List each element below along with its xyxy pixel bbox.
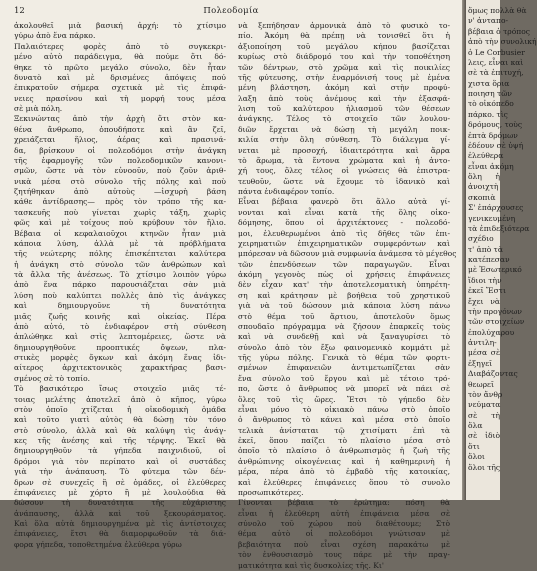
text-line: χιστα ὅρια — [468, 78, 510, 88]
text-line: τῶν στοιχείων — [468, 317, 525, 327]
text-line: ματικότητα καὶ τὶς δυσκολίες τῆς. Κι' — [238, 560, 384, 570]
text-line: ὁ Le Corbusier — [468, 47, 525, 57]
text-line: ἡ ἀνάγκη στὸ σύνολο τῶν ἀνθρώπων καὶ — [14, 259, 226, 269]
text-line: ἴδιοι τὴν — [468, 275, 502, 285]
text-line: κυρίως στὸ διάδρομό του καὶ τὴν τοποθέτηση — [238, 52, 450, 62]
text-line: ἀντιλη- — [468, 338, 497, 347]
text-line: ἔχει νὰ — [468, 296, 500, 306]
text-line: Εἶναι βέβαια φανερὸ ὅτι ἄλλο αὐτὰ γί- — [238, 197, 450, 207]
text-line: χειρηματιῶν ἐπιχειρηματικῶν συμφερόντων καὶ — [238, 238, 450, 248]
left-text-column — [14, 21, 226, 550]
text-line: μένη βλάστηση, ἀκόμη καὶ στὴν προφύ- — [238, 83, 450, 93]
text-line: μπόρεσαν νὰ δῶσουν μιὰ συμφωνία ἀνάμεσα τὸ μέγεθος — [238, 249, 457, 259]
text-line: Γίνονται βέβαια τὸ ἐρώτημα: πόση θὰ — [238, 498, 450, 508]
text-line: στὸ σύνολο, ἀλλὰ καὶ θὰ καλύψη τὶς ἀνάγ- — [14, 425, 226, 435]
text-line: καὶ νὰ συνδεθῇ καὶ νὰ ξαναγυρίσει τὸ — [238, 332, 450, 342]
text-line: νεται μὲ προσοχή, ἰδιαιτερότητα καὶ ἄρρα — [238, 145, 450, 155]
text-line: ἀκολουθεῖ μιὰ βασική ἀρχή: τὸ χτίσιμο — [14, 21, 226, 30]
text-line: Τὸ βασικότερο ἴσως στοιχεῖο μιᾶς τέ- — [14, 384, 226, 394]
page-number: 12 — [14, 6, 25, 16]
text-line: τῆς φύτευσης, στὴν ἐναρμόνισή τους μὲ ἐμένα — [238, 72, 450, 82]
text-line: ν' ἀνταπο- — [468, 16, 509, 26]
text-line: ὁ ἄνθρωπος τὸ κάνει καὶ μέσα στὸ ὁποῖο — [238, 415, 450, 425]
text-line: τῶν δέντρων, στὸ χρῶμα καὶ τὶς ποικιλίες — [238, 62, 450, 72]
text-line: ὅλα — [468, 421, 483, 430]
text-line: σμῶν, ὥστε νὰ τὸν εὐνοοῦν, ποὺ ζοῦν ἀριθ- — [14, 166, 226, 176]
text-line: σμένων ἐπιφανειῶν ἀντιμετωπίζεται σὰν — [238, 363, 450, 373]
text-line: τῶν ἐπενδύσεων τῶν παραγωγῶν. Εἶναι — [238, 259, 450, 269]
text-line: Ξεκινώντας ἀπὸ τὴν ἀρχὴ ὅτι στὸν κα- — [14, 114, 226, 124]
text-line: μὲ Ἐσωτερικό — [468, 265, 522, 275]
text-line: φῶς καὶ μὲ τοίχους ποὺ κρύβουν τὸν ἥλιο. — [14, 218, 226, 228]
text-line: καὶ τοῦτο γιατὶ αὐτὸς θὰ δώσῃ τὸν τόνο — [14, 415, 226, 425]
text-line: ἀπὸ τὴν συνολική — [468, 37, 537, 47]
text-line: εἶναι ἀκόμη — [468, 161, 514, 171]
text-line: τ' ἀπὸ τὰ — [468, 244, 503, 254]
text-line: ἐπικρατοῦν σήμερα σχετικὰ μὲ τὶς ἐπιφά- — [14, 83, 226, 93]
text-line: ἐκεῖ, ὅπου παίζει τὸ πλαίσιο μέσα στὸ — [238, 436, 450, 445]
text-line: στὸ θέμα τοῦ ἄρτιου, ἀποτελοῦν ὅμως — [238, 311, 450, 321]
text-line: μέρα, πέρα ἀπὸ τὸ ἐμβαδὸ τῆς κατοικίας, — [238, 467, 450, 477]
text-line: ἀξιοποίηση τοῦ μεγάλου κήπου βασίζεται — [238, 41, 450, 51]
text-line: δημιουργηθοῦν τὰ γήπεδα παιχνιδιοῦ, οἱ — [14, 446, 226, 456]
text-line: ὅμως πολλὰ θὰ — [468, 6, 527, 15]
text-line: λιση τοῦ καλύτερου ἡλιασμοῦ τῶν θέσεων — [238, 104, 450, 113]
text-line: νὰ ξεπήδησαν ἁρμονικὰ ἀπὸ τὸ φυσικὸ το- — [238, 21, 450, 30]
text-line: λεις, εἶναι καὶ — [468, 57, 524, 67]
text-line: τελικὰ ἀνίσταται τῷ χτισίματι ἐπὶ τὰ — [238, 425, 450, 435]
text-line: Διαβάζοντας — [468, 369, 518, 379]
text-line: Βέβαια οἱ κεφαλαιοῦχοι κτηνῶν ἦταν μιὰ — [14, 228, 226, 238]
text-line: σὲ τὰ ἐπιτυχή, — [468, 68, 524, 78]
text-line: σὲ τὴ — [468, 410, 500, 420]
text-line: ἐπολύχαρου — [468, 327, 515, 337]
text-line: μένο αὐτὸ παράδειγμα, θὰ πούμε ὅτι δό- — [14, 52, 226, 62]
text-line: ἀνάπαυσης, ἀλλὰ καὶ τοῦ ξεκουράσματος. — [14, 508, 226, 518]
text-line: ση καὶ κράτησαν μὲ βοήθεια τοῦ χρηστικοῦ — [238, 290, 450, 300]
text-line: πάντα ἐνδιαφέρον τοπίο. — [238, 187, 335, 196]
text-line: νειες πρασίνου καὶ τὴ μορφή τους μέσα — [14, 93, 226, 103]
text-line: στικὲς μορφὲς ὄγκων καὶ ἀκόμη ἕνας ἰδι- — [14, 353, 226, 362]
text-line: ἀνθρώπινης οἰκογένειας καὶ ἡ καθημερινὴ ἡ — [238, 456, 450, 466]
text-line: βέβαια ὁ τρόπος — [468, 26, 531, 36]
text-line: τῆς γύρω πόλης. Γενικὰ τὸ θέμα τῶν φορτι- — [238, 353, 450, 362]
text-line: χρειάζεται ἥλιος, ἀέρας καὶ πρασινά- — [14, 135, 226, 145]
text-line: κες τῆς ἀνέσης καὶ τῆς τέρψης. Ἐκεῖ θὰ — [14, 436, 226, 445]
text-line: τοιας μελέτης ἀποτελεῖ ἀπὸ ὁ κῆπος, γύρω — [14, 394, 226, 404]
text-line: προσωπικότερες. — [238, 487, 304, 497]
text-line: πίο. Ἀκόμη θὰ πρέπῃ νὰ τονισθεῖ ὅτι ἡ — [238, 31, 450, 41]
text-line: λαξη ἀπὸ τοὺς ἀνέμους καὶ τὴν ἐξασφά- — [238, 93, 450, 103]
text-line: τὸν ἐνθουσιασμὸ τους πάρε μὲ τὴν πραγ- — [238, 550, 450, 560]
text-line: ὅλες τοῦ τὶς ὥρες. Ἔτσι τὸ γήπεδο δὲν — [238, 394, 450, 404]
text-line: σύνολο ἀπὸ τὸν ἔξω φαινομενικὸ κομμάτι μὲ — [238, 342, 450, 352]
text-line: λύση ποὺ καλύπτει πολλὲς ἀπὸ τὶς ἀνάγκες — [14, 290, 226, 300]
text-line: φορα γήπεδα, τοποθετημένα ἐλεύθερα γύρω — [14, 539, 182, 549]
text-line: θηκε τὸ πρῶτο μεγάλο σύνολο, δὲν ἦταν — [14, 62, 226, 72]
text-line: δυνατὸ καὶ μὲ δρισμένες ἀπόψεις πού — [14, 72, 226, 82]
text-line: σὲ μιὰ πόλη. — [14, 104, 63, 113]
text-line: νονται καὶ εἶναι κατὰ τῆς ὅλης οἰκο- — [238, 207, 450, 217]
text-line: σκοπιὰ — [468, 192, 496, 202]
text-line: Παλαιότερες φορὲς ἀπὸ τὸ συγκεκρι- — [14, 41, 226, 51]
text-line: ἐπιφάνειες μὲ χόρτο ἢ μὲ λουλούδια θὰ — [14, 487, 226, 497]
text-line: δώσουν τὴ δυνατότητα τῆς εὐχάριστης — [14, 498, 226, 508]
text-line: τὰ ἐπιδεξιότερα — [468, 223, 530, 233]
text-line: Σ' ἐπάρχουσες — [468, 203, 524, 213]
text-line: σύνολο τοῦ χώρου ποὺ διαθέτουμε; Στὸ — [238, 519, 450, 528]
text-line: τὸ ἄρωμα, τὰ ἔντονα χρώματα καὶ ἡ ἀντο- — [238, 155, 450, 165]
text-line: αίτερος ἀρχιτεκτονικὸς χαρακτήρας βασι- — [14, 363, 226, 373]
facing-page-edge — [466, 0, 537, 500]
text-line: ἀπὸ αὐτό, τὸ ἐνδιαφέρον στὴ σύνθεση — [14, 321, 226, 331]
text-line: δρων σὲ συνεχεῖς ἢ σὲ ὁμάδες, οἱ ἐλεύθερες — [14, 477, 226, 487]
text-line: ἐπιφάνειες, ἔτσι θὰ διαμορφωθοῦν τὰ διά- — [14, 529, 226, 539]
text-line: μιᾶς ζωῆς κοινῆς καὶ οἰκείας. Πέρα — [14, 311, 226, 321]
text-line: τῆς νεώτερης πόλης ἐπισκέπτεται καλύτερα — [14, 249, 226, 259]
text-line: εἶναι ἡ ἐλεύθερη αὐτὴ ἐπιφάνεια μέσα σὲ — [238, 508, 450, 518]
text-line: γενικευμένη — [468, 213, 516, 223]
text-line: χή τους, ὅλες τέλος οἱ γνώσεις θὰ ἐπιστρα- — [238, 166, 450, 176]
text-line: τὴν προγόνων — [468, 306, 523, 316]
text-line: δὲν εἶχαν κατ' τὴν ἀποτελεσματικὴ ὑπηρέτη- — [238, 280, 450, 290]
text-line: ὁποῖο τὸ πλαίσιο ὁ ἀνθρωπισμὸς ἡ ζωὴ τῆς — [238, 446, 450, 456]
text-line: νεύματα — [468, 400, 501, 410]
text-line: ὅλη ἡ — [468, 172, 500, 181]
text-line: ἕνα σύνολο τοῦ ἔργου καὶ μὲ τέτοιο τρό- — [238, 373, 450, 383]
text-line: τὸ οἰκόπεδο — [468, 99, 514, 109]
text-line: ὅλοι τῆς — [468, 462, 501, 472]
text-line: ζητήθηκαν ἀπὸ αὐτοὺς —ἰσχυρὴ βάση — [14, 187, 226, 196]
text-line: γιὰ τὴν ἀνάπαυση. Τὸ φύτεμα τῶν δέν- — [14, 467, 226, 477]
text-line: ἐξηγεῖ — [468, 358, 493, 368]
text-line: κιλία στὴν ὅλη σύνθεση. Τὸ διάλεγμα γί- — [238, 135, 450, 145]
text-line: τὰ ἄλλα τῆς ἀνέσεως. Τὸ χτίσιμο λοιπὸν γύρω — [14, 270, 226, 279]
text-line: σμένος σὲ τὸ τοπίο. — [14, 373, 91, 383]
text-line: θέμα αὐτὸ οἱ πολεοδόμοι γνώτισαν μὲ — [238, 529, 450, 539]
text-line: Καὶ ὅλα αὐτὰ δημιουργημένα μὲ τὶς ἀντίστοιχες — [14, 519, 226, 528]
text-line: στὸν ὁποῖο χτίζεται ἡ οἰκοδομικὴ ὁμάδα — [14, 404, 226, 414]
text-line: ἀκόμη γεγονὸς πὼς οἱ χρήσεις ἐπιφάνειες — [238, 270, 450, 279]
text-line: τῆς ἐφαρμογῆς τῶν πολεοδομικῶν κανονι- — [14, 155, 226, 165]
text-line: ἀνάγκης. Τέλος τὸ στοιχεῖο τῶν λουλου- — [238, 114, 450, 124]
facing-page-text-column — [468, 6, 537, 473]
text-line: τασκευῆς ποὺ γίνεται χωρὶς τάξη, χωρὶς — [14, 207, 226, 217]
text-line: νικὰ μέσα στὸ σύνολο τῆς πόλης καὶ ποὺ — [14, 176, 226, 186]
text-line: ὅλοι — [468, 452, 485, 462]
text-line: ἀνοιχτὴ — [468, 182, 499, 192]
text-line: σπουδαῖο πρόγραμμα νὰ ζήσουν ἐπαρκεῖς τοὺς — [238, 321, 450, 331]
text-line: δρόμους, τοὺς — [468, 120, 523, 130]
text-line: δα, βρίσκουν οἱ πολεοδόμοι στὴν ἀνάγκη — [14, 145, 226, 155]
text-line: δρόμοι γιὰ τὸν περίπατο καὶ οἱ συστάδες — [14, 456, 226, 466]
text-line: εἶναι μόνο τὸ οἰκιακὸ πάνω στὸ ὁποῖο — [238, 404, 450, 414]
page-header — [14, 6, 448, 18]
text-line: γύρω ἀπὸ ἕνα πάρκο. — [14, 31, 96, 41]
text-line: βεβαιότητα ποὺ εἶναι σχέση παρακάτω μὲ — [238, 539, 450, 549]
text-line: τὸν ἄνθρ — [468, 389, 503, 399]
text-line: κάποια λύση, ἀλλὰ μὲ τὰ πρόβλήματα — [14, 238, 226, 248]
running-title: Πολεοδομία — [203, 6, 259, 16]
text-line: τευθοῦν, ὥστε νὰ ἔχουμε τὸ ἰδανικὸ καὶ — [238, 176, 450, 186]
text-line: πο, ὥστε ὁ ἄνθρωπος νὰ μπορεῖ νὰ πάει σὲ — [238, 384, 450, 394]
text-line: ἐπτὰ δρόμων — [468, 130, 518, 140]
text-line: ἐκεῖ Ἔστι — [468, 286, 506, 296]
text-line: δόμησης, ὅπου οἱ ἀρχιτέκτονες - πολεοδό- — [238, 218, 450, 228]
text-line: ἀπὸ ἕνα πάρκο παρουσιάζεται σὰν μιὰ — [14, 280, 226, 290]
text-line: σχέδιο — [468, 234, 494, 244]
text-line: καὶ ἐλεύθερες ἐπιφάνειες ὅπου τὸ συνολο — [238, 477, 450, 487]
text-line: ἀπλώθηκε καὶ στὶς λεπτομέρειες, ὥστε νὰ — [14, 332, 226, 342]
text-line: δημιουργηθοῦνε προοπτικές ὄψεων, πλα- — [14, 342, 226, 352]
text-line: ἐλεύθερα — [468, 151, 504, 161]
right-text-column — [238, 21, 457, 571]
text-line: ποιηση τῶν — [468, 89, 512, 98]
text-line: ὅτι — [468, 441, 480, 451]
text-line: καὶ δημιουργοῦνε τὴ δυνατότητα — [14, 301, 226, 311]
text-line: πάρκο. τὶς — [468, 109, 508, 119]
text-line: διῶν ἔρχεται νὰ δώσῃ τὴ μεγάλη ποικ- — [238, 124, 450, 134]
text-line: μέσα σὲ — [468, 348, 500, 358]
text-line: θεωρεῖ — [468, 379, 494, 389]
text-line: κάθε ἀντίδρασης— πρὸς τὸν τρόπο τῆς κα- — [14, 197, 226, 207]
text-line: θένα ἄνθρωπο, ὁπουδήποτε καὶ ἂν ζεῖ, — [14, 124, 226, 134]
text-line: σὲ ἰδιὸ — [468, 431, 500, 441]
text-line: γιὰ νὰ τοῦ δώσουν μιὰ κάποια λύση πάνω — [238, 301, 450, 311]
text-line: ἐδέουν σὲ ὑψή — [468, 140, 524, 150]
text-line: μοι, ἐλευθερωμένοι ἀπὸ τὶς δῆθες τῶν ἐπι- — [238, 228, 450, 238]
text-line: κατέπεσαν — [468, 255, 510, 264]
